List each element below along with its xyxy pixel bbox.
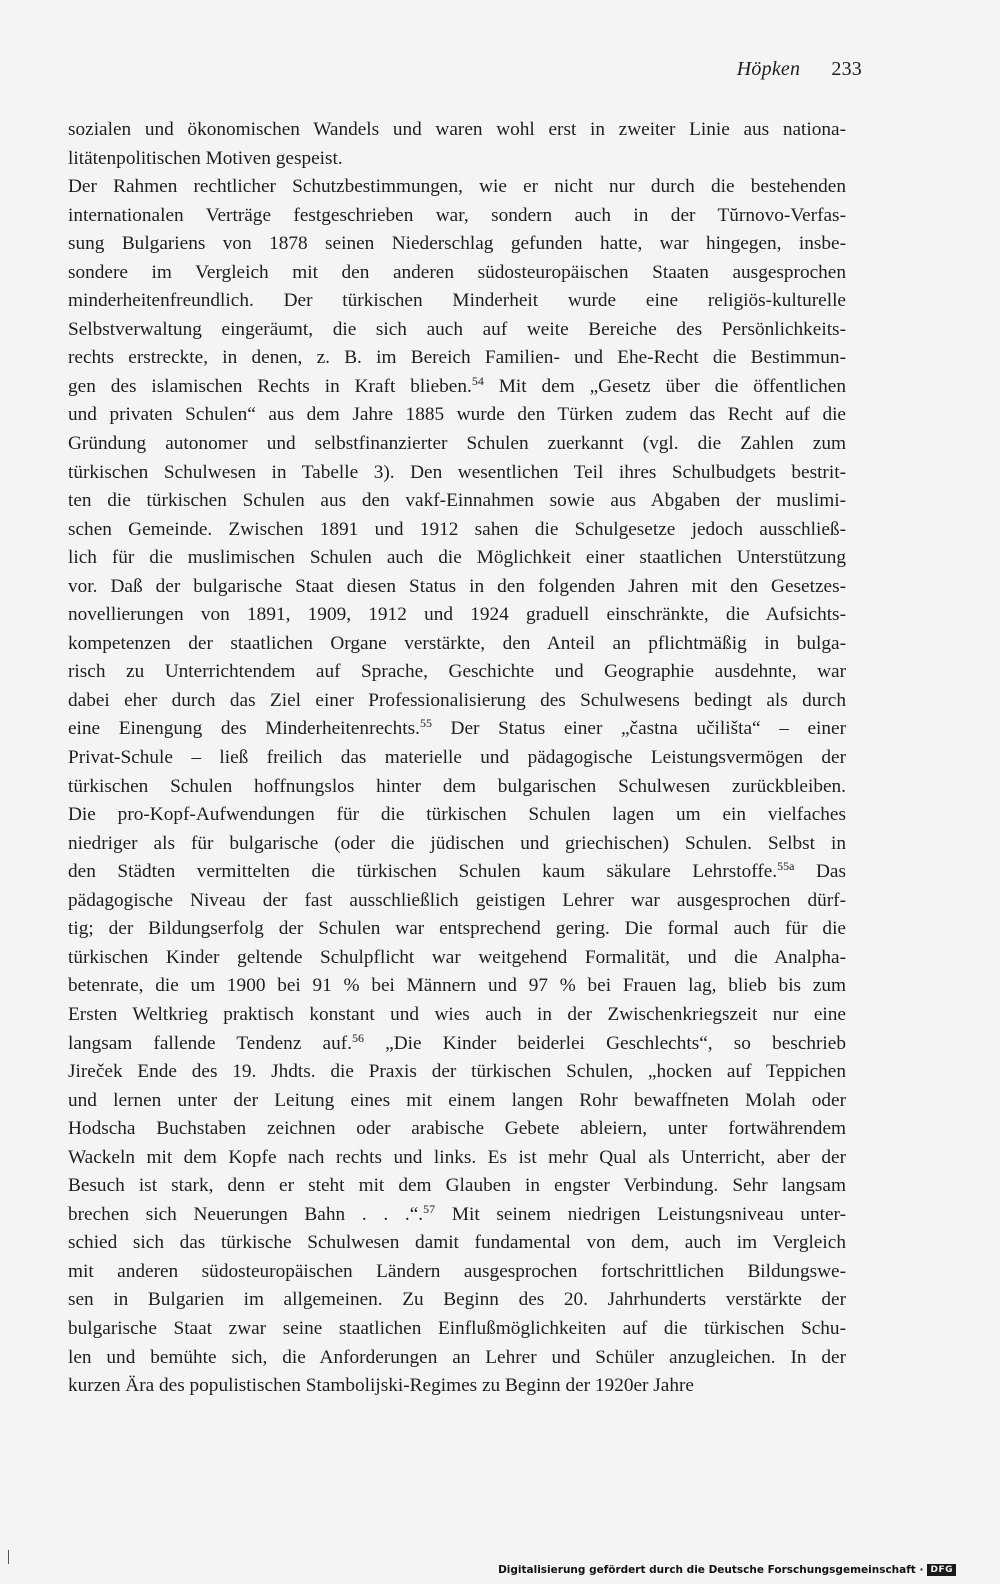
- text-line: lich für die muslimischen Schulen auch die Möglichkeit einer staatlichen Unterstützung: [68, 547, 846, 569]
- text-line: litätenpolitischen Motiven gespeist.: [68, 147, 343, 169]
- footnote-ref: 54: [471, 373, 484, 388]
- running-head-author: Höpken: [736, 58, 801, 80]
- text-line: und privaten Schulen“ aus dem Jahre 1885 wurde den Türken zudem das Recht auf die: [68, 404, 846, 426]
- text-line: tig; der Bildungserfolg der Schulen war entsprechend gering. Die formal auch für die: [68, 918, 846, 940]
- text-line: dabei eher durch das Ziel einer Professionalisierung des Schulwesens bedingt als durch: [68, 689, 846, 711]
- text-line: rechts erstreckte, in denen, z. B. im Bereich Familien- und Ehe-Recht die Bestimmun-: [68, 347, 846, 369]
- text-line: Der Rahmen rechtlicher Schutzbestimmungen, wie er nicht nur durch die bestehenden: [68, 176, 846, 198]
- text-line: Gründung autonomer und selbstfinanzierter Schulen zuerkannt (vgl. die Zahlen zum: [68, 433, 846, 455]
- text-line: betenrate, die um 1900 bei 91 % bei Männern und 97 % bei Frauen lag, blieb bis zum: [68, 975, 846, 997]
- text-line: bulgarische Staat zwar seine staatlichen Einflußmöglichkeiten auf die türkischen Schu-: [68, 1317, 846, 1339]
- text-line: internationalen Verträge festgeschrieben war, sondern auch in der Tŭrnovo-Verfas-: [68, 204, 846, 226]
- footnote-ref: 55a: [777, 859, 795, 874]
- text-line: türkischen Kinder geltende Schulpflicht war weitgehend Formalität, und die Analpha-: [68, 946, 846, 968]
- text-line: minderheitenfreundlich. Der türkischen Minderheit wurde eine religiös-kulturelle: [68, 290, 846, 312]
- text-line: ten die türkischen Schulen aus den vakf-Einnahmen sowie aus Abgaben der muslimi-: [68, 490, 846, 512]
- text-line: eine Einengung des Minderheitenrechts.$^{55}$ Der Status einer „častna učilišta“ – einer: [68, 716, 846, 740]
- dfg-logo: DFG: [927, 1564, 956, 1576]
- digitization-credit: [498, 1564, 956, 1576]
- text-line: langsam fallende Tendenz auf.$^{56}$ „Die Kinder beiderlei Geschlechts“, so beschrieb: [68, 1030, 846, 1054]
- text-line: sung Bulgariens von 1878 seinen Niederschlag gefunden hatte, war hingegen, insbe-: [68, 233, 846, 255]
- text-line: vor. Daß der bulgarische Staat diesen Status in den folgenden Jahren mit den Gesetzes-: [68, 575, 846, 597]
- text-line: kurzen Ära des populistischen Stambolijski-Regimes zu Beginn der 1920er Jahre: [68, 1375, 694, 1397]
- text-line: mit anderen südosteuropäischen Ländern ausgesprochen fortschrittlichen Bildungswe-: [68, 1260, 846, 1282]
- digitization-credit-text: Digitalisierung gefördert durch die Deutsche Forschungsgemeinschaft ·: [498, 1564, 924, 1576]
- text-line: Wackeln mit dem Kopfe nach rechts und links. Es ist mehr Qual als Unterricht, aber der: [68, 1146, 846, 1168]
- page-number: 233: [831, 58, 862, 80]
- text-line: Besuch ist stark, denn er steht mit dem Glauben in engster Verbindung. Sehr langsam: [68, 1175, 846, 1197]
- text-line: niedriger als für bulgarische (oder die jüdischen und griechischen) Schulen. Selbst in: [68, 832, 846, 854]
- text-line: kompetenzen der staatlichen Organe verstärkte, den Anteil an pflichtmäßig in bulga-: [68, 632, 846, 654]
- text-line: sondere im Vergleich mit den anderen südosteuropäischen Staaten ausgesprochen: [68, 261, 846, 283]
- text-line: Privat-Schule – ließ freilich das materielle und pädagogische Leistungsvermögen der: [68, 747, 846, 769]
- text-line: novellierungen von 1891, 1909, 1912 und 1924 graduell einschränkte, die Aufsichts-: [68, 604, 846, 626]
- text-line: Die pro-Kopf-Aufwendungen für die türkischen Schulen lagen um ein vielfaches: [68, 804, 846, 826]
- text-line: Hodscha Buchstaben zeichnen oder arabische Gebete ableiern, unter fortwährendem: [68, 1118, 846, 1140]
- text-line: gen des islamischen Rechts in Kraft blieben.$^{54}$ Mit dem „Gesetz über die öffentlichen: [68, 373, 846, 397]
- footnote-ref: 55: [419, 716, 432, 731]
- text-line: pädagogische Niveau der fast ausschließlich geistigen Lehrer war ausgesprochen dürf-: [68, 889, 846, 911]
- text-line: sozialen und ökonomischen Wandels und waren wohl erst in zweiter Linie aus nationa-: [68, 119, 846, 140]
- text-line: risch zu Unterrichtendem auf Sprache, Geschichte und Geographie ausdehnte, war: [68, 661, 846, 683]
- text-line: sen in Bulgarien im allgemeinen. Zu Beginn des 20. Jahrhunderts verstärkte der: [68, 1289, 846, 1311]
- text-line: den Städten vermittelten die türkischen Schulen kaum säkulare Lehrstoffe.$^{55a}$ Das: [68, 859, 846, 883]
- body-text: [68, 116, 846, 1401]
- text-line: schied sich das türkische Schulwesen damit fundamental von dem, auch im Vergleich: [68, 1232, 846, 1254]
- text-line: Jireček Ende des 19. Jhdts. die Praxis der türkischen Schulen, „hocken auf Teppichen: [68, 1061, 846, 1083]
- scan-edge-mark: [8, 1550, 9, 1564]
- text-line: brechen sich Neuerungen Bahn . . .“.$^{57}$ Mit seinem niedrigen Leistungsniveau unter-: [68, 1201, 846, 1225]
- running-head: [737, 58, 862, 81]
- text-line: schen Gemeinde. Zwischen 1891 und 1912 sahen die Schulgesetze jedoch ausschließ-: [68, 518, 846, 540]
- text-line: len und bemühte sich, die Anforderungen an Lehrer und Schüler anzugleichen. In der: [68, 1346, 846, 1368]
- text-line: türkischen Schulwesen in Tabelle 3). Den wesentlichen Teil ihres Schulbudgets bestrit-: [68, 461, 846, 483]
- text-line: und lernen unter der Leitung eines mit einem langen Rohr bewaffneten Molah oder: [68, 1089, 846, 1111]
- text-line: Selbstverwaltung eingeräumt, die sich auch auf weite Bereiche des Persönlichkeits-: [68, 318, 846, 340]
- text-line: Ersten Weltkrieg praktisch konstant und wies auch in der Zwischenkriegszeit nur eine: [68, 1003, 846, 1025]
- footnote-ref: 57: [423, 1201, 436, 1216]
- text-line: türkischen Schulen hoffnungslos hinter dem bulgarischen Schulwesen zurückbleiben.: [68, 775, 846, 797]
- footnote-ref: 56: [352, 1030, 364, 1045]
